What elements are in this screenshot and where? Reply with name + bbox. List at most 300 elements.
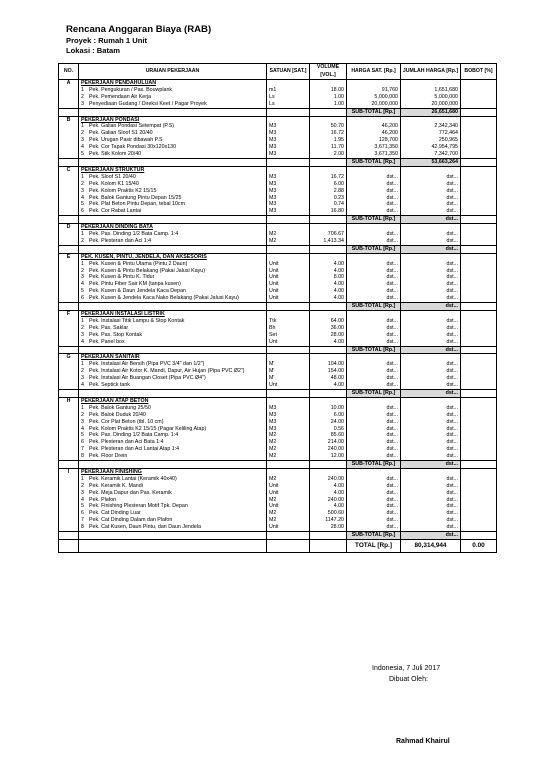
item-satuan: Unit	[267, 274, 310, 281]
item-volume: 0.56	[310, 426, 347, 433]
item-desc: Pek. Plesteran dan Aci Lantai Atap 1:4	[89, 446, 180, 453]
item-harga: dst...	[347, 332, 401, 339]
item-volume: 1,413.34	[310, 238, 347, 245]
item-desc: Pek. Kusen & Daun Jendela Kaca Depan	[89, 288, 186, 295]
item-no: 4	[81, 281, 84, 288]
item-desc-cell	[79, 524, 267, 531]
item-bobot	[461, 174, 497, 181]
item-jumlah: dst...	[401, 188, 461, 195]
subtotal-value: dst...	[401, 245, 461, 253]
section-name: PEKERJAAN STRUKTUR	[79, 166, 267, 173]
item-desc-cell	[79, 426, 267, 433]
item-desc: Pek. Pas. Dinding 1/2 Bata Camp. 1:4	[89, 432, 179, 439]
item-bobot	[461, 101, 497, 108]
item-harga: dst...	[347, 181, 401, 188]
item-volume: 1.00	[310, 94, 347, 101]
item-bobot	[461, 295, 497, 302]
table-row	[59, 332, 497, 339]
item-satuan: M3	[267, 188, 310, 195]
item-jumlah: dst...	[401, 174, 461, 181]
item-desc: Penyediaan Gudang / Direksi Keet / Pagar Proyek	[89, 100, 207, 107]
table-row	[59, 497, 497, 504]
table-row	[59, 382, 497, 389]
empty-cell	[79, 303, 267, 311]
item-desc: Pek. Instalasi Air Buangan Closet (Pipa PVC Ø4")	[89, 375, 206, 382]
item-bobot	[461, 412, 497, 419]
total-label: TOTAL [Rp.]	[347, 540, 401, 553]
item-no: 1	[81, 361, 84, 368]
item-desc-cell	[79, 281, 267, 288]
section-letter: E	[59, 253, 79, 260]
item-volume: 0.74	[310, 201, 347, 208]
item-volume: 8.00	[310, 274, 347, 281]
item-volume: 2.00	[310, 151, 347, 158]
item-no: 1	[81, 317, 84, 324]
item-satuan: M2	[267, 432, 310, 439]
item-no: 2	[81, 482, 84, 489]
item-harga: dst...	[347, 368, 401, 375]
section-header-row	[59, 354, 497, 361]
empty-cell	[59, 524, 79, 531]
item-harga: dst...	[347, 490, 401, 497]
empty-cell	[310, 216, 347, 224]
item-volume: 16.72	[310, 130, 347, 137]
item-volume: 16.80	[310, 208, 347, 215]
empty-cell	[310, 311, 347, 318]
item-desc-cell	[79, 517, 267, 524]
item-harga: dst...	[347, 405, 401, 412]
item-no: 1	[81, 123, 84, 130]
item-no: 3	[81, 418, 84, 425]
item-satuan: M3	[267, 144, 310, 151]
item-bobot	[461, 123, 497, 130]
table-row	[59, 181, 497, 188]
item-desc: Pek. Kusen & Jendela Kaca Nako Belakang (Pakai Jalusi Kayu)	[89, 295, 239, 302]
subtotal-row	[59, 346, 497, 354]
section-name: PEKERJAAN SANITAIR	[79, 354, 267, 361]
empty-cell	[59, 303, 79, 311]
item-jumlah: dst...	[401, 261, 461, 268]
item-desc-cell	[79, 288, 267, 295]
item-desc: Pek. Finishing Plesteran Motif Tpk. Depan	[89, 503, 188, 510]
item-satuan: M3	[267, 419, 310, 426]
empty-cell	[79, 532, 267, 540]
section-header-row	[59, 224, 497, 231]
item-desc-cell	[79, 510, 267, 517]
item-satuan: Ls	[267, 94, 310, 101]
item-desc-cell	[79, 490, 267, 497]
item-volume: 1.00	[310, 101, 347, 108]
item-jumlah: dst...	[401, 332, 461, 339]
item-desc-cell	[79, 130, 267, 137]
section-letter: I	[59, 468, 79, 475]
item-desc: Pek. Pas. Dinding 1/2 Bata Camp. 1:4	[89, 231, 179, 238]
section-name: PEKERJAAN PENDAHULUAN	[79, 80, 267, 87]
item-no: 1	[81, 231, 84, 238]
table-row	[59, 87, 497, 94]
item-harga: dst...	[347, 432, 401, 439]
section-header-row	[59, 311, 497, 318]
item-volume: 6.00	[310, 181, 347, 188]
empty-cell	[59, 339, 79, 346]
item-desc-cell	[79, 295, 267, 302]
empty-cell	[267, 116, 310, 123]
item-satuan: M'	[267, 368, 310, 375]
item-volume: 240.00	[310, 497, 347, 504]
item-jumlah: dst...	[401, 476, 461, 483]
table-row	[59, 94, 497, 101]
item-satuan: Unit	[267, 503, 310, 510]
empty-cell	[59, 419, 79, 426]
item-jumlah: dst...	[401, 201, 461, 208]
item-desc: Pek. Sloof S1 20/40	[89, 173, 136, 180]
item-desc: Pek. Kolom Praktis K2 15/15 (Pagar Keliling Atap)	[89, 425, 207, 432]
item-volume: 85.60	[310, 432, 347, 439]
table-row	[59, 188, 497, 195]
empty-cell	[59, 368, 79, 375]
item-desc-cell	[79, 144, 267, 151]
table-row	[59, 208, 497, 215]
item-harga: dst...	[347, 503, 401, 510]
item-desc-cell	[79, 201, 267, 208]
item-no: 6	[81, 208, 84, 215]
empty-cell	[59, 144, 79, 151]
item-desc: Pek. Balok Gantung Pintu Depan 15/25	[89, 194, 182, 201]
empty-cell	[267, 468, 310, 475]
item-jumlah: dst...	[401, 446, 461, 453]
item-bobot	[461, 382, 497, 389]
subtotal-label: SUB-TOTAL [Rp.]	[347, 461, 401, 469]
item-desc-cell	[79, 208, 267, 215]
subtotal-row	[59, 303, 497, 311]
item-desc: Pek. Plesteran dan Aci Bata 1:4	[89, 439, 164, 446]
item-bobot	[461, 231, 497, 238]
empty-cell	[461, 166, 497, 173]
item-bobot	[461, 94, 497, 101]
item-jumlah: dst...	[401, 503, 461, 510]
place-date: Indonesia, 7 Juli 2017	[372, 665, 441, 672]
item-harga: dst...	[347, 517, 401, 524]
item-satuan: Unit	[267, 288, 310, 295]
item-volume: 240.00	[310, 476, 347, 483]
empty-cell	[267, 216, 310, 224]
item-bobot	[461, 476, 497, 483]
item-desc: Pek. Balok Duduk 20/40	[89, 411, 146, 418]
item-no: 2	[81, 368, 84, 375]
subtotal-row	[59, 245, 497, 253]
empty-cell	[59, 389, 79, 397]
section-header-row	[59, 166, 497, 173]
item-no: 6	[81, 510, 84, 517]
item-no: 6	[81, 439, 84, 446]
item-desc-cell	[79, 432, 267, 439]
item-desc: Pek. Kolom Praktis K2 15/15	[89, 187, 157, 194]
section-name: PEK. KUSEN, PINTU, JENDELA, DAN AKSESORIS	[79, 253, 267, 260]
item-satuan: M3	[267, 208, 310, 215]
item-volume: 4.00	[310, 281, 347, 288]
empty-cell	[401, 166, 461, 173]
item-volume: 1.95	[310, 137, 347, 144]
col-no: NO.	[59, 64, 79, 80]
item-bobot	[461, 238, 497, 245]
item-desc: Pek. Balok Gantung 25/50	[89, 404, 151, 411]
item-harga: 46,200	[347, 123, 401, 130]
empty-cell	[461, 303, 497, 311]
item-satuan: M'	[267, 375, 310, 382]
item-harga: dst...	[347, 510, 401, 517]
empty-cell	[461, 397, 497, 404]
table-body	[59, 80, 497, 540]
empty-cell	[310, 158, 347, 166]
item-harga: dst...	[347, 339, 401, 346]
item-volume: 36.00	[310, 325, 347, 332]
item-jumlah: dst...	[401, 281, 461, 288]
item-desc-cell	[79, 94, 267, 101]
item-bobot	[461, 524, 497, 531]
item-bobot	[461, 432, 497, 439]
item-desc-cell	[79, 439, 267, 446]
item-desc-cell	[79, 375, 267, 382]
empty-cell	[310, 253, 347, 260]
item-harga: dst...	[347, 325, 401, 332]
item-satuan: M3	[267, 405, 310, 412]
item-bobot	[461, 201, 497, 208]
empty-cell	[401, 311, 461, 318]
item-no: 2	[81, 267, 84, 274]
item-bobot	[461, 188, 497, 195]
empty-cell	[267, 253, 310, 260]
empty-cell	[461, 346, 497, 354]
empty-cell	[347, 80, 401, 87]
item-bobot	[461, 375, 497, 382]
empty-cell	[59, 503, 79, 510]
empty-cell	[59, 87, 79, 94]
section-letter: G	[59, 354, 79, 361]
item-no: 1	[81, 475, 84, 482]
subtotal-value: dst...	[401, 532, 461, 540]
empty-cell	[267, 461, 310, 469]
subtotal-label: SUB-TOTAL [Rp.]	[347, 158, 401, 166]
item-jumlah: dst...	[401, 453, 461, 460]
item-harga: dst...	[347, 174, 401, 181]
item-desc: Pek. Plafon	[89, 496, 117, 503]
item-volume: 50.70	[310, 123, 347, 130]
empty-cell	[59, 137, 79, 144]
subtotal-row	[59, 461, 497, 469]
section-header-row	[59, 397, 497, 404]
empty-cell	[59, 295, 79, 302]
item-desc: Pek. Instalasi Air Bersih (Pipa PVC 3/4" dan 1/2")	[89, 361, 205, 368]
item-satuan: Unit	[267, 268, 310, 275]
empty-cell	[461, 532, 497, 540]
item-jumlah: dst...	[401, 368, 461, 375]
item-no: 5	[81, 201, 84, 208]
item-no: 3	[81, 187, 84, 194]
item-desc: Pek. Kusen & Pintu Utama (Pintu 2 Daun)	[89, 260, 188, 267]
item-desc-cell	[79, 174, 267, 181]
table-row	[59, 361, 497, 368]
item-jumlah: 42,954,795	[401, 144, 461, 151]
table-row	[59, 368, 497, 375]
item-jumlah: 20,000,000	[401, 101, 461, 108]
table-row	[59, 446, 497, 453]
item-satuan: M2	[267, 517, 310, 524]
item-bobot	[461, 208, 497, 215]
empty-cell	[267, 80, 310, 87]
item-jumlah: dst...	[401, 318, 461, 325]
item-desc-cell	[79, 412, 267, 419]
empty-cell	[59, 101, 79, 108]
item-harga: dst...	[347, 483, 401, 490]
empty-cell	[310, 166, 347, 173]
item-satuan: M2	[267, 231, 310, 238]
item-harga: 20,000,000	[347, 101, 401, 108]
item-bobot	[461, 439, 497, 446]
empty-cell	[59, 268, 79, 275]
subtotal-label: SUB-TOTAL [Rp.]	[347, 532, 401, 540]
item-satuan: M3	[267, 174, 310, 181]
table-row	[59, 419, 497, 426]
empty-cell	[59, 94, 79, 101]
item-jumlah: dst...	[401, 524, 461, 531]
empty-cell	[59, 201, 79, 208]
empty-cell	[59, 490, 79, 497]
item-volume: 64.00	[310, 318, 347, 325]
item-harga: dst...	[347, 497, 401, 504]
item-no: 2	[81, 93, 84, 100]
empty-cell	[461, 245, 497, 253]
item-desc-cell	[79, 274, 267, 281]
item-desc-cell	[79, 497, 267, 504]
item-harga: dst...	[347, 274, 401, 281]
item-volume: 2.88	[310, 188, 347, 195]
empty-cell	[310, 303, 347, 311]
item-desc: Pek. Panel box	[89, 338, 125, 345]
table-row	[59, 137, 497, 144]
item-jumlah: dst...	[401, 231, 461, 238]
empty-cell	[79, 346, 267, 354]
empty-cell	[461, 216, 497, 224]
total-bobot: 0.00	[461, 540, 497, 553]
item-satuan: Unit	[267, 295, 310, 302]
empty-cell	[59, 188, 79, 195]
item-desc: Pek. Cor Plat Beton (tbl. 10 cm)	[89, 418, 164, 425]
empty-cell	[79, 461, 267, 469]
item-bobot	[461, 151, 497, 158]
item-jumlah: dst...	[401, 510, 461, 517]
item-jumlah: dst...	[401, 339, 461, 346]
item-no: 2	[81, 411, 84, 418]
table-row	[59, 174, 497, 181]
table-row	[59, 524, 497, 531]
item-no: 4	[81, 425, 84, 432]
item-volume: 11.70	[310, 144, 347, 151]
item-volume: 16.72	[310, 174, 347, 181]
item-harga: dst...	[347, 238, 401, 245]
empty-cell	[59, 332, 79, 339]
item-jumlah: dst...	[401, 274, 461, 281]
item-harga: dst...	[347, 281, 401, 288]
table-row	[59, 517, 497, 524]
item-desc: Pek. Kusen & Pintu Belakang (Pakai Jalusi Kayu)	[89, 267, 206, 274]
item-volume: 28.00	[310, 524, 347, 531]
item-jumlah: dst...	[401, 181, 461, 188]
table-row	[59, 339, 497, 346]
item-volume: 4.00	[310, 382, 347, 389]
item-desc-cell	[79, 261, 267, 268]
empty-cell	[461, 389, 497, 397]
empty-cell	[310, 108, 347, 116]
item-volume: 28.00	[310, 332, 347, 339]
empty-cell	[401, 224, 461, 231]
item-satuan: Unit	[267, 524, 310, 531]
empty-cell	[79, 158, 267, 166]
item-desc-cell	[79, 361, 267, 368]
item-no: 8	[81, 453, 84, 460]
item-volume: 6.00	[310, 412, 347, 419]
item-volume: 4.00	[310, 295, 347, 302]
item-satuan: Unit	[267, 261, 310, 268]
item-satuan: Ls	[267, 101, 310, 108]
item-harga: dst...	[347, 318, 401, 325]
item-no: 4	[81, 382, 84, 389]
subtotal-value: dst...	[401, 389, 461, 397]
table-row	[59, 238, 497, 245]
item-volume: 24.00	[310, 419, 347, 426]
made-by-label: Dibuat Oleh:	[389, 676, 428, 683]
empty-cell	[347, 224, 401, 231]
item-no: 3	[81, 331, 84, 338]
item-harga: dst...	[347, 439, 401, 446]
item-desc: Pek. Keramik K. Mandi	[89, 482, 143, 489]
table-row	[59, 325, 497, 332]
empty-cell	[59, 123, 79, 130]
table-row	[59, 274, 497, 281]
item-bobot	[461, 332, 497, 339]
item-desc-cell	[79, 151, 267, 158]
item-harga: 46,200	[347, 130, 401, 137]
item-desc-cell	[79, 318, 267, 325]
item-bobot	[461, 517, 497, 524]
empty-cell	[59, 151, 79, 158]
item-satuan: M3	[267, 130, 310, 137]
empty-cell	[59, 274, 79, 281]
item-desc-cell	[79, 195, 267, 202]
item-no: 2	[81, 237, 84, 244]
item-satuan: M3	[267, 195, 310, 202]
table-row	[59, 490, 497, 497]
item-harga: dst...	[347, 208, 401, 215]
item-desc: Pek. Pas. Saklar	[89, 324, 129, 331]
item-no: 5	[81, 432, 84, 439]
empty-cell	[310, 80, 347, 87]
section-header-row	[59, 80, 497, 87]
empty-cell	[59, 181, 79, 188]
item-desc-cell	[79, 382, 267, 389]
empty-cell	[310, 224, 347, 231]
item-no: 1	[81, 260, 84, 267]
empty-cell	[347, 468, 401, 475]
subtotal-value: 53,663,264	[401, 158, 461, 166]
empty-cell	[59, 517, 79, 524]
subtotal-value: 26,651,680	[401, 108, 461, 116]
item-no: 1	[81, 86, 84, 93]
item-desc: Pek. Galian Sloof S1 20/40	[89, 130, 153, 137]
item-bobot	[461, 368, 497, 375]
empty-cell	[59, 318, 79, 325]
item-desc-cell	[79, 368, 267, 375]
item-no: 5	[81, 151, 84, 158]
